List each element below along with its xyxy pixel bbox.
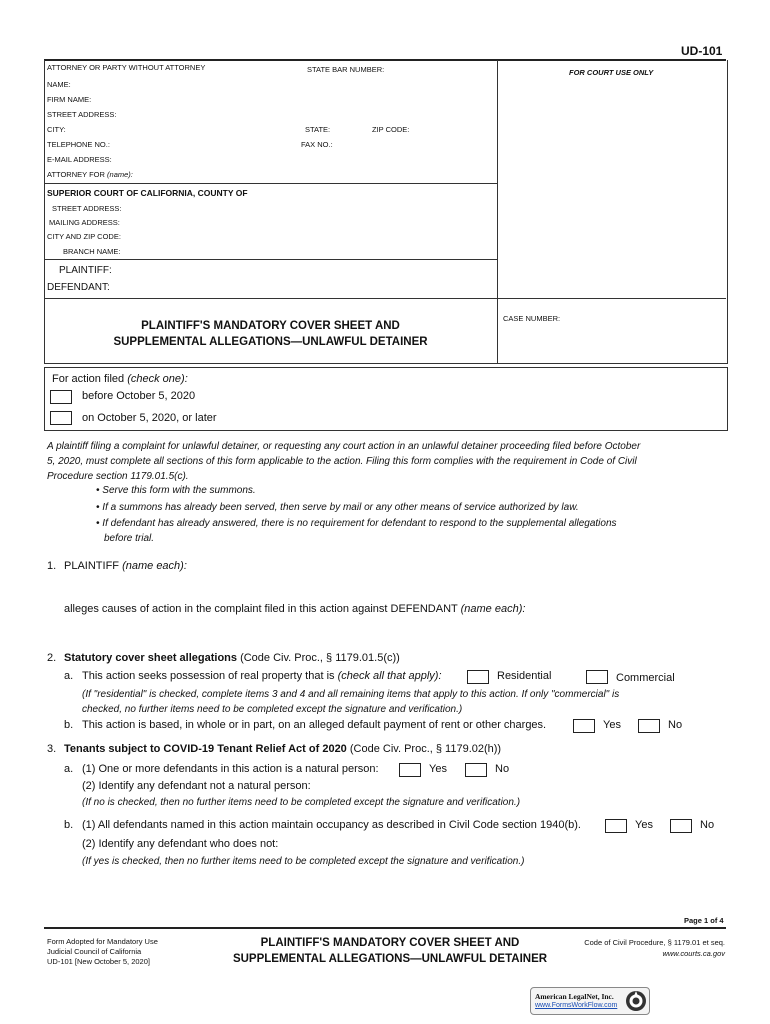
form-title-line2: SUPPLEMENTAL ALLEGATIONS—UNLAWFUL DETAINER (113, 336, 428, 348)
form-title (44, 318, 497, 350)
item2a-label: a. (64, 670, 74, 682)
firm-label: FIRM NAME: (47, 95, 92, 104)
bullet-3 (96, 518, 617, 529)
action-filed-text: For action filed (52, 373, 125, 385)
action-filed-hint: (check one): (127, 373, 188, 385)
item1-num: 1. (47, 560, 57, 572)
item1-heading (64, 560, 187, 572)
plaintiff-label: PLAINTIFF: (59, 265, 112, 276)
bullet-1-text: Serve this form with the summons. (102, 485, 256, 496)
item1-label: PLAINTIFF (64, 560, 120, 572)
fax-label: FAX NO.: (301, 140, 333, 149)
legalnet-name: American LegalNet, Inc. (535, 992, 614, 1001)
item2a-body: This action seeks possession of real property that is (82, 670, 335, 682)
item2a-text (82, 670, 442, 682)
item3a2-text: (2) Identify any defendant not a natural person: (82, 780, 311, 792)
telephone-label: TELEPHONE NO.: (47, 140, 110, 149)
legalnet-logo-icon (625, 990, 647, 1012)
item2a-note (82, 687, 722, 717)
item2-title: Statutory cover sheet allegations (64, 652, 237, 664)
after-oct5-checkbox[interactable] (50, 411, 72, 425)
bullet-1 (96, 485, 256, 496)
bullet-2-text: If a summons has already been served, then serve by mail or any other means of service authorized by law. (102, 502, 579, 513)
case-number-label: CASE NUMBER: (503, 314, 561, 323)
item2-cite: (Code Civ. Proc., § 1179.01.5(c)) (240, 652, 400, 664)
item3b1-text: (1) All defendants named in this action maintain occupancy as described in Civil Code section 1940(b). (82, 819, 581, 831)
item3-title: Tenants subject to COVID-19 Tenant Relief Act of 2020 (64, 743, 347, 755)
footer-website: www.courts.ca.gov (662, 949, 725, 958)
zip-label: ZIP CODE: (372, 125, 410, 134)
commercial-checkbox[interactable] (586, 670, 608, 684)
footer-rule (44, 927, 726, 929)
form-adopted (47, 937, 158, 967)
item2b-yes-label: Yes (603, 719, 621, 731)
item3b2-text: (2) Identify any defendant who does not: (82, 838, 279, 850)
item1-hint: (name each): (122, 560, 187, 572)
footer-title-line2: SUPPLEMENTAL ALLEGATIONS—UNLAWFUL DETAINER (232, 953, 548, 965)
item2b-no-checkbox[interactable] (638, 719, 660, 733)
commercial-label: Commercial (616, 672, 675, 684)
item3a-note: (If no is checked, then no further items need to be completed except the signature and verification.) (82, 797, 521, 808)
legalnet-link[interactable]: www.FormsWorkFlow.com (535, 1002, 618, 1009)
name-label: NAME: (47, 80, 71, 89)
defendant-label: DEFENDANT: (47, 282, 110, 293)
attorney-for-label (47, 170, 133, 179)
footer-title-line1: PLAINTIFF'S MANDATORY COVER SHEET AND (260, 937, 520, 949)
intro-line-1: A plaintiff filing a complaint for unlawful detainer, or requesting any court action in an unlawful detainer proceeding filed before October (47, 441, 641, 452)
item3a-label: a. (64, 763, 74, 775)
form-adopted-line3: UD-101 [New October 5, 2020] (47, 957, 150, 966)
court-mailing-label: MAILING ADDRESS: (49, 218, 120, 227)
attorney-for-text: ATTORNEY FOR (47, 170, 105, 179)
item1-alleges-text: alleges causes of action in the complaint filed in this action against DEFENDANT (64, 603, 458, 615)
state-label: STATE: (305, 125, 331, 134)
court-branch-label: BRANCH NAME: (63, 247, 121, 256)
item1-alleges-hint: (name each): (460, 603, 526, 615)
item3b-yes-checkbox[interactable] (605, 819, 627, 833)
item2b-text: This action is based, in whole or in part, on an alleged default payment of rent or other charges. (82, 719, 547, 731)
state-bar-label: STATE BAR NUMBER: (307, 65, 385, 74)
page-number: Page 1 of 4 (684, 916, 724, 925)
legalnet-badge[interactable] (530, 987, 650, 1015)
header-divider (497, 60, 498, 363)
bullet-1-glyph: • (96, 485, 100, 496)
item3a1-text: (1) One or more defendants in this action is a natural person: (82, 763, 379, 775)
form-adopted-line2: Judicial Council of California (47, 947, 142, 956)
action-filed-label (52, 373, 188, 385)
city-label: CITY: (47, 125, 66, 134)
item1-alleges (64, 603, 525, 615)
bullet-2 (96, 502, 579, 513)
form-adopted-line1: Form Adopted for Mandatory Use (47, 937, 158, 946)
bullet-2-glyph: • (96, 502, 100, 513)
form-id: UD-101 (681, 44, 723, 58)
intro-paragraph (47, 439, 727, 484)
residential-checkbox[interactable] (467, 670, 489, 684)
rule-title (44, 298, 726, 299)
item3a-no-label: No (495, 763, 510, 775)
item2b-yes-checkbox[interactable] (573, 719, 595, 733)
item3b-no-checkbox[interactable] (670, 819, 692, 833)
rule-court (44, 183, 497, 184)
item2-heading (64, 652, 400, 664)
item3-cite: (Code Civ. Proc., § 1179.02(h)) (349, 743, 502, 755)
item2-num: 2. (47, 652, 57, 664)
item3a-yes-checkbox[interactable] (399, 763, 421, 777)
form-title-line1: PLAINTIFF'S MANDATORY COVER SHEET AND (141, 320, 400, 332)
item2a-note-line2: checked, no further items need to be completed except the signature and verification.) (82, 704, 463, 715)
item3b-yes-label: Yes (635, 819, 653, 831)
footer-citation (560, 937, 725, 959)
court-title: SUPERIOR COURT OF CALIFORNIA, COUNTY OF (47, 188, 248, 198)
bullet-3-text: If defendant has already answered, there is no requirement for defendant to respond to the supplemental allegations (102, 518, 617, 529)
footer-code: Code of Civil Procedure, § 1179.01 et seq. (584, 938, 725, 947)
email-label: E-MAIL ADDRESS: (47, 155, 112, 164)
rule-parties (44, 259, 497, 260)
attorney-label: ATTORNEY OR PARTY WITHOUT ATTORNEY (47, 63, 206, 72)
court-city-zip-label: CITY AND ZIP CODE: (47, 232, 121, 241)
attorney-for-hint: (name): (107, 170, 133, 179)
before-oct5-checkbox[interactable] (50, 390, 72, 404)
residential-label: Residential (497, 670, 552, 682)
court-street-label: STREET ADDRESS: (52, 204, 122, 213)
item3a-yes-label: Yes (429, 763, 447, 775)
item3-num: 3. (47, 743, 57, 755)
item3b-label: b. (64, 819, 74, 831)
intro-line-3: Procedure section 1179.01.5(c). (47, 471, 189, 482)
bullet-3-cont: before trial. (104, 533, 155, 544)
after-oct5-label: on October 5, 2020, or later (82, 412, 217, 424)
before-oct5-label: before October 5, 2020 (82, 390, 196, 402)
item2b-no-label: No (668, 719, 683, 731)
court-use-label: FOR COURT USE ONLY (569, 68, 654, 77)
item3b-no-label: No (700, 819, 715, 831)
item2a-note-line1: (If "residential" is checked, complete items 3 and 4 and all remaining items that apply to this action. If only "commercial" is (82, 689, 620, 700)
footer-title (200, 935, 580, 967)
item3-heading (64, 743, 501, 755)
item2a-hint: (check all that apply): (337, 670, 442, 682)
street-label: STREET ADDRESS: (47, 110, 117, 119)
item3b-note: (If yes is checked, then no further items need to be completed except the signature and verification.) (82, 856, 525, 867)
item2b-label: b. (64, 719, 74, 731)
bullet-3-glyph: • (96, 518, 100, 529)
item3a-no-checkbox[interactable] (465, 763, 487, 777)
intro-line-2: 5, 2020, must complete all sections of this form applicable to the action. Filing this form complies with the requirement in Code of Civil (47, 456, 637, 467)
